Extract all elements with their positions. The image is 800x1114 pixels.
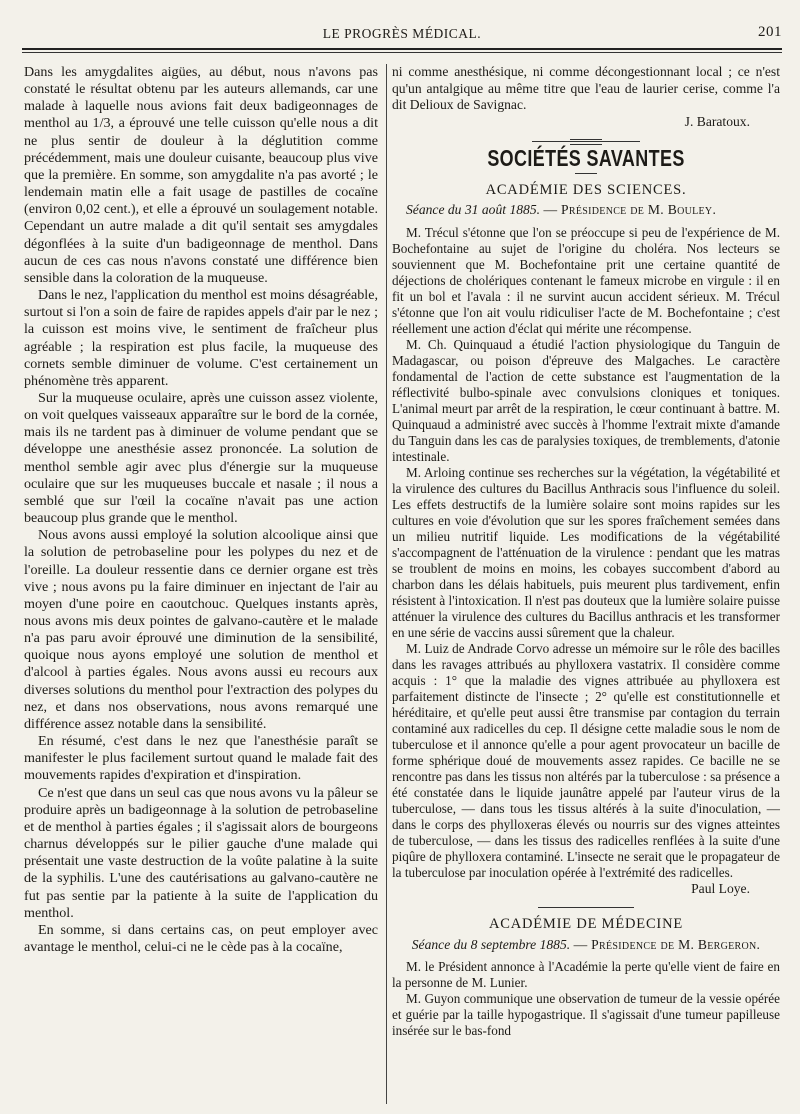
header-rule-thin [22,52,782,53]
left-column [24,64,378,956]
column-separator [386,64,387,1104]
paragraph: Nous avons aussi employé la solution alcoolique ainsi que la solution de petrobaseline pour les polypes du nez et de l'oreille. La douleur ressentie dans ce dernier organe est très vive ; nous avons pu la faire diminuer en injectant de l'air au moyen d'une poire en caoutchouc. Quelques instants après, nous avons mis deux pointes de galvano-cautère et le malade n'a pas paru avoir éprouvé une diminution de la sensibilité, quoique nous ayons employé une solution de menthol et d'alcool à parties égales. Nous avons aussi eu recours aux diverses solutions du menthol pour l'extraction des polypes du nez, et dans nos observations, nous avons remarqué une différence assez notable dans la sensibilité. [24,527,378,732]
paragraph: Dans le nez, l'application du menthol est moins désagréable, surtout si l'on a soin de faire de rapides appels d'air par le nez ; la cuisson est moins vive, le sentiment de fraîcheur plus agréable ; la respiration est plus facile, la muqueuse des cornets semble diminuer de volume. C'est certainement un phénomène très apparent. [24,287,378,389]
paragraph: M. Trécul s'étonne que l'on se préoccupe si peu de l'expérience de M. Bochefontaine au sujet de l'origine du choléra. Nos lecteurs se souviennent que M. Bochefontaine prit une certaine quantité de déjections de cholériques contenant le fameux microbe en virgule : il en fit un bol et l'avala : il ne survint aucun accident sérieux. M. Trécul s'étonne que l'on ait voulu ridiculiser l'acte de M. Bochefontaine ; c'est réellement une action d'éclat qui mérite une récompense. [392,224,780,336]
signature: J. Baratoux. [684,113,750,129]
journal-page [22,26,782,1106]
paragraph: M. Guyon communique une observation de tumeur de la vessie opérée et guérie par la taille hypogastrique. Il s'agissait d'une tumeur papilleuse insérée sur le bas-fond [392,991,780,1038]
paragraph: M. Ch. Quinquaud a étudié l'action physiologique du Tanguin de Madagascar, ou poison d'épreuve des Malgaches. Le caractère fondamental de l'action de cette substance est l'augmentation de la réflectivité bulbo-spinale avec convulsions cloniques et toniques. L'animal meurt par arrêt de la respiration, le cœur continuant à battre. M. Quinquaud a administré avec succès à l'homme l'extrait mixte d'amande du Tanguin dans les cas de paralysies toxiques, de tremblements, d'atonie intestinale. [392,336,780,464]
header-rule [22,48,782,50]
academy-1-body [392,225,780,881]
seance-presidence: — Présidence de M. Bouley. [543,202,717,217]
short-rule [575,173,597,174]
seance-line [392,937,780,954]
paragraph: M. Arloing continue ses recherches sur la végétation, la végétabilité et la virulence des cultures du Bacillus Anthracis sous l'influence du soleil. Les effets destructifs de la lumière solaire sont moins rapides sur les cultures en voie d'évolution que sur les spores fraîchement semées dans un milieu nutritif liquide. Les modifications de la végétabilité s'accompagnent de l'atténuation de la virulence : pendant que les matras se troublent de moins en moins, les cobayes succombent d'abord au charbon dans les délais habituels, puis meurent plus tardivement, enfin résistent à l'intoxication. Il n'est pas douteux que la lumière solaire puisse atténuer la virulence des cultures du Bacillus anthracis et les transformer en une série de vaccins aussi sûrement que la chaleur. [392,464,780,640]
paragraph: En somme, si dans certains cas, on peut employer avec avantage le menthol, celui-ci ne le cède pas à la cocaïne, [24,921,378,955]
seance-presidence: — Présidence de M. Bergeron. [573,936,761,952]
paragraph: Dans les amygdalites aigües, au début, nous n'avons pas constaté le résultat obtenu par les auteurs allemands, car une malade à laquelle nous avions fait deux badigeonnages de menthol au 1/3, a éprouvé une telle cuisson qu'elle nous a dit ne plus sentir de douleur à la déglutition comme précédemment, mais une douleur cuisante, beaucoup plus vive que la première. En somme, son amygdalite n'a pas avorté ; le lendemain matin elle a fait usage de pastilles de cocaïne (environ 0,02 cent.), et elle a éprouvé un soulagement notable. Cependant un autre malade a dit qu'il sentait ses amygdales dégonflées à la suite d'un badigeonnage de menthol. Dans aucun de ces cas nous n'avons constaté une différence bien sensible dans la coloration de la muqueuse. [24,64,378,286]
seance-date: Séance du 31 août 1885. [406,202,541,217]
two-column-body [22,64,782,1104]
academy-title: ACADÉMIE DE MÉDECINE [488,916,683,932]
academy-title: ACADÉMIE DES SCIENCES. [485,181,687,198]
academy-2-body [392,959,780,1039]
paragraph: En résumé, c'est dans le nez que l'anesthésie paraît se manifester le plus facilement surtout quand le malade fait des mouvements rapides d'expiration et d'inspiration. [24,733,378,784]
page-number: 201 [758,24,782,40]
section-title: SOCIÉTÉS SAVANTES [487,145,685,171]
paragraph: Ce n'est que dans un seul cas que nous avons vu la pâleur se produire après un badigeonnage à la solution de petrobaseline et de menthol à parties égales ; il s'agissait alors de bourgeons charnus développés sur le pilier gauche d'une malade qui présentait une vaste destruction de la voûte palatine à la suite de la syphilis. L'une des cautérisations au galvano-cautère ne fut pas sentie par la patiente à la suite de l'application du menthol. [24,784,378,921]
running-head [22,26,782,44]
paragraph: M. le Président annonce à l'Académie la perte qu'elle vient de faire en la personne de M. Lunier. [392,959,780,990]
paragraph: ni comme anesthésique, ni comme décongestionnant local ; ce n'est qu'un antalgique au même titre que l'eau de laurier cerise, comme l'a dit Delioux de Savignac. [392,64,780,112]
right-column [392,64,780,1039]
seance-line [392,202,780,219]
signature: Paul Loye. [691,880,750,896]
section-rule [538,907,634,908]
paragraph: Sur la muqueuse oculaire, après une cuisson assez violente, on voit quelques vaisseaux apparaître sur le bord de la cornée, mais ils ne tardent pas à diminuer de volume pendant que se développe une anesthésie assez prononcée. La solution de menthol semble agir avec plus d'énergie sur la muqueuse oculaire que sur les muqueuses buccale et nasale ; il nous a semblé que sur l'œil la cocaïne n'avait pas une action beaucoup plus grande que le menthol. [24,389,378,527]
seance-date: Séance du 8 septembre 1885. [411,936,571,952]
journal-title: LE PROGRÈS MÉDICAL. [322,26,482,41]
paragraph: M. Luiz de Andrade Corvo adresse un mémoire sur le rôle des bacilles dans les ravages attribués au phylloxera vastatrix. Il considère comme acquis : 1° que la maladie des vignes attribuée au phylloxera est parfaitement distincte de l'insecte ; 2° qu'elle est constitutionnelle et héréditaire, et qu'elle peut aussi être transmise par contagion du terrain contaminé aux radicelles du cep. Il désigne cette maladie sous le nom de tuberculose et il annonce qu'elle a pour agent provocateur un bacille de forme sphérique doué de mouvements assez rapides. Ce bacille ne se rencontre pas dans les tissus non altérés par la tuberculose : sa présence a été constatée dans le liquide jaunâtre appelé par l'auteur virus de la tuberculose, — dans tous les tissus altérés à la suite d'inoculation, — dans le corps des phylloxeras élevés ou nourris sur des vignes atteintes de tuberculose, — dans les tissus des radicelles renflées à la suite d'une piqûre de phylloxera contaminé. L'insecte ne serait que le propagateur de la tuberculose par inoculation opérée à l'extrémité des radicelles. [392,640,780,880]
